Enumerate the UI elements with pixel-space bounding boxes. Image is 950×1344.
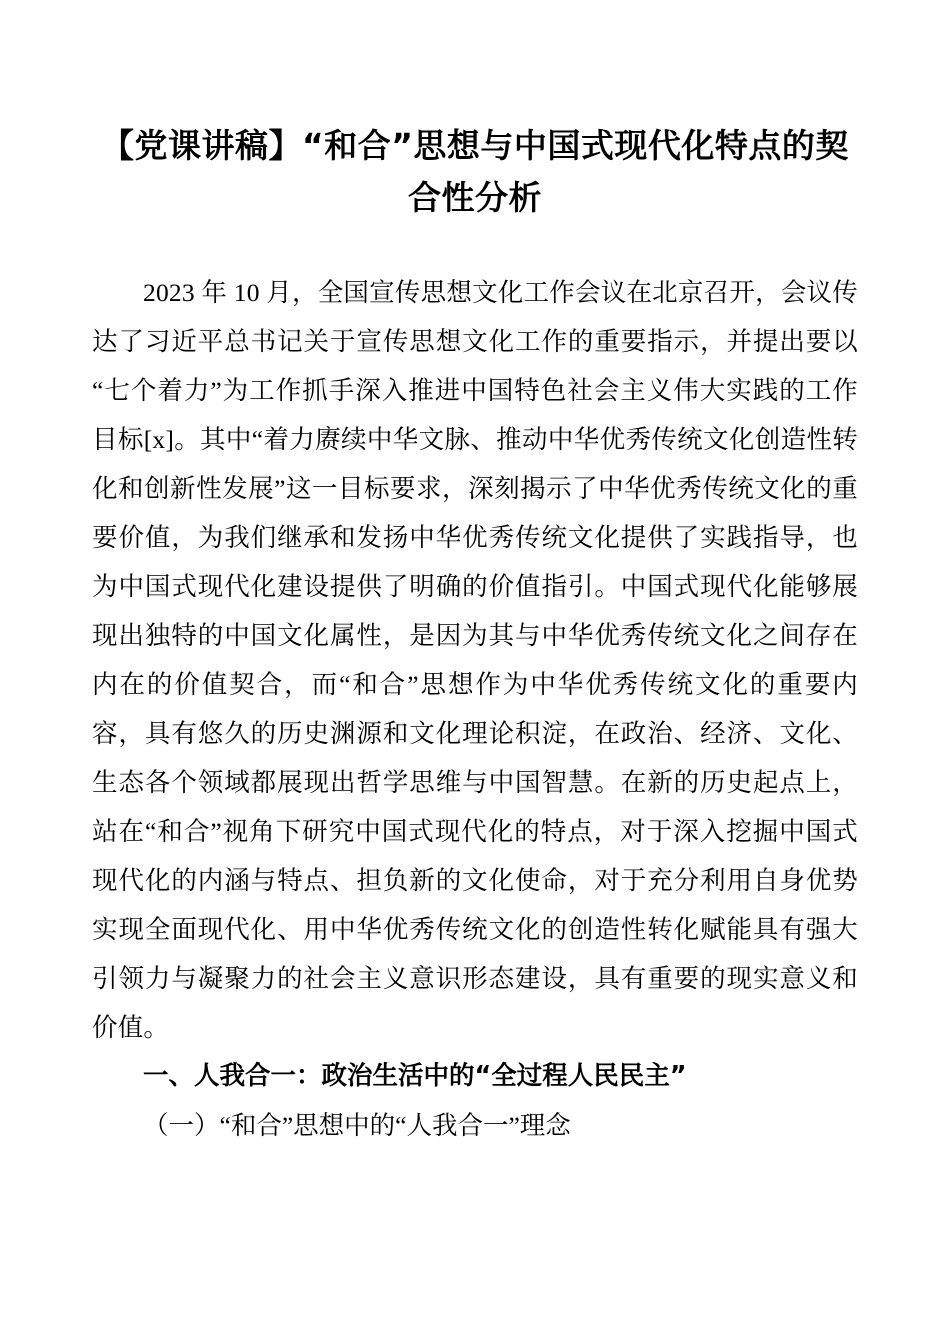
page-title: 【党课讲稿】“和合”思想与中国式现代化特点的契合性分析 [101,126,849,217]
section-heading-2: （一）“和合”思想中的“人我合一”理念 [143,1111,571,1140]
section-heading-1: 一、人我合一：政治生活中的“全过程人民民主” [143,1061,687,1091]
body-paragraph: 2023 年 10 月，全国宣传思想文化工作会议在北京召开，会议传达了习近平总书记关于宣传思想文化工作的重要指示，并提出要以“七个着力”为工作抓手深入推进中国特色社会主义伟大实践的工作目标[x]。其中“着力赓续中华文脉、推动中华优秀传统文化创造性转化和创新性发展”这一目标要求，深刻揭示了中华优秀传统文化的重要价值，为我们继承和发扬中华优秀传统文化提供了实践指导，也为中国式现代化建设提供了明确的价值指引。中国式现代化能够展现出独特的中国文化属性，是因为其与中华优秀传统文化之间存在内在的价值契合，而“和合”思想作为中华优秀传统文化的重要内容，具有悠久的历史渊源和文化理论积淀，在政治、经济、文化、生态各个领域都展现出哲学思维与中国智慧。在新的历史起点上，站在“和合”视角下研究中国式现代化的特点，对于深入挖掘中国式现代化的内涵与特点、担负新的文化使命，对于充分利用自身优势实现全面现代化、用中华优秀传统文化的创造性转化赋能具有强大引领力与凝聚力的社会主义意识形态建设，具有重要的现实意义和价值。 [92,278,858,1042]
